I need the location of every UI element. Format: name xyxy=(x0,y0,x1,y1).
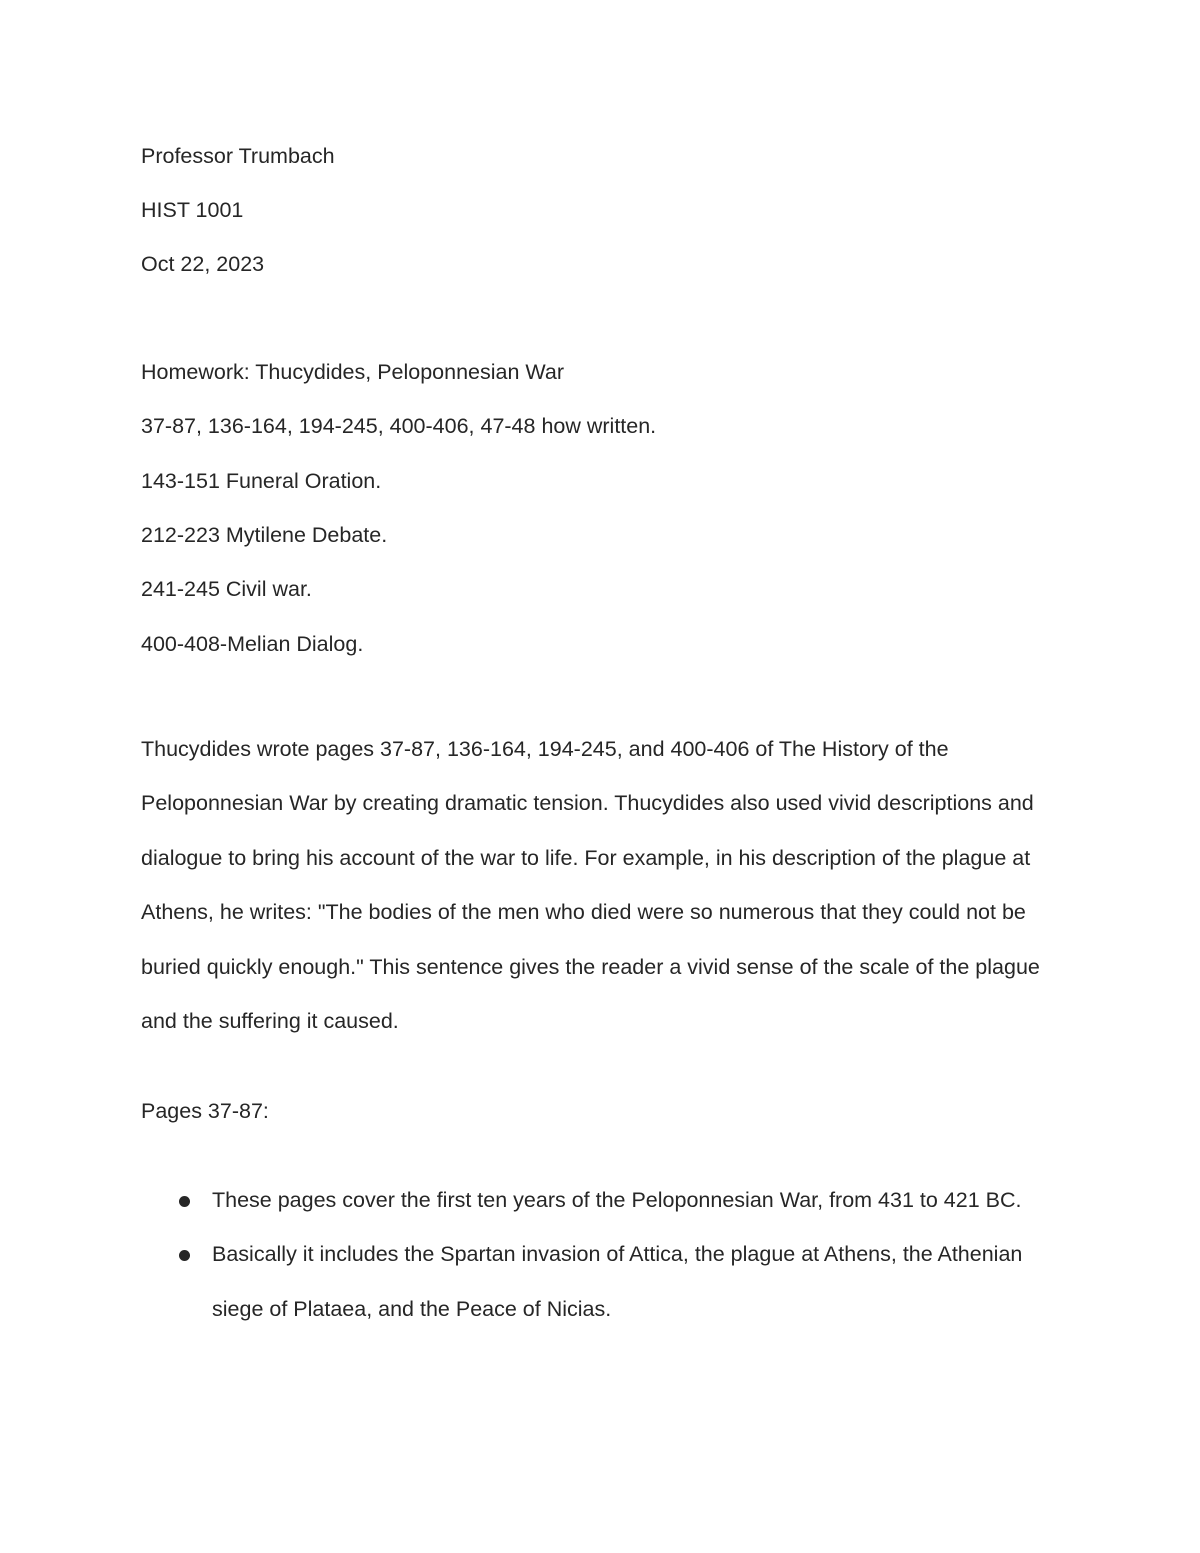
homework-line-mytilene-debate: 212-223 Mytilene Debate. xyxy=(141,523,388,547)
document-date: Oct 22, 2023 xyxy=(141,252,265,276)
homework-line-reading-pages: 37-87, 136-164, 194-245, 400-406, 47-48 how written. xyxy=(141,414,657,438)
homework-line-civil-war: 241-245 Civil war. xyxy=(141,577,312,601)
homework-line-melian-dialog: 400-408-Melian Dialog. xyxy=(141,632,364,656)
list-item xyxy=(141,1173,1071,1227)
section-heading: Pages 37-87: xyxy=(141,1099,269,1123)
bullet-list xyxy=(141,1173,1071,1336)
list-item xyxy=(141,1227,1071,1336)
bullet-dot-icon xyxy=(179,1250,190,1261)
professor-name: Professor Trumbach xyxy=(141,144,335,168)
list-item-text: These pages cover the first ten years of the Peloponnesian War, from 431 to 421 BC. xyxy=(212,1188,1022,1212)
bullet-dot-icon xyxy=(179,1196,190,1207)
body-paragraph: Thucydides wrote pages 37-87, 136-164, 194-245, and 400-406 of The History of the Peloponnesian War by creating dramatic tension. Thucydides also used vivid descriptions and dialogue to bring his account of the war to life. For example, in his description of the plague at Athens, he writes: "The bodies of the men who died were so numerous that they could not be buried quickly enough." This sentence gives the reader a vivid sense of the scale of the plague and the suffering it caused. xyxy=(141,737,1040,1034)
list-item-text: Basically it includes the Spartan invasion of Attica, the plague at Athens, the Athenian siege of Plataea, and the Peace of Nicias. xyxy=(212,1242,1023,1321)
homework-title: Homework: Thucydides, Peloponnesian War xyxy=(141,360,565,384)
course-code: HIST 1001 xyxy=(141,198,244,222)
homework-line-funeral-oration: 143-151 Funeral Oration. xyxy=(141,469,382,493)
